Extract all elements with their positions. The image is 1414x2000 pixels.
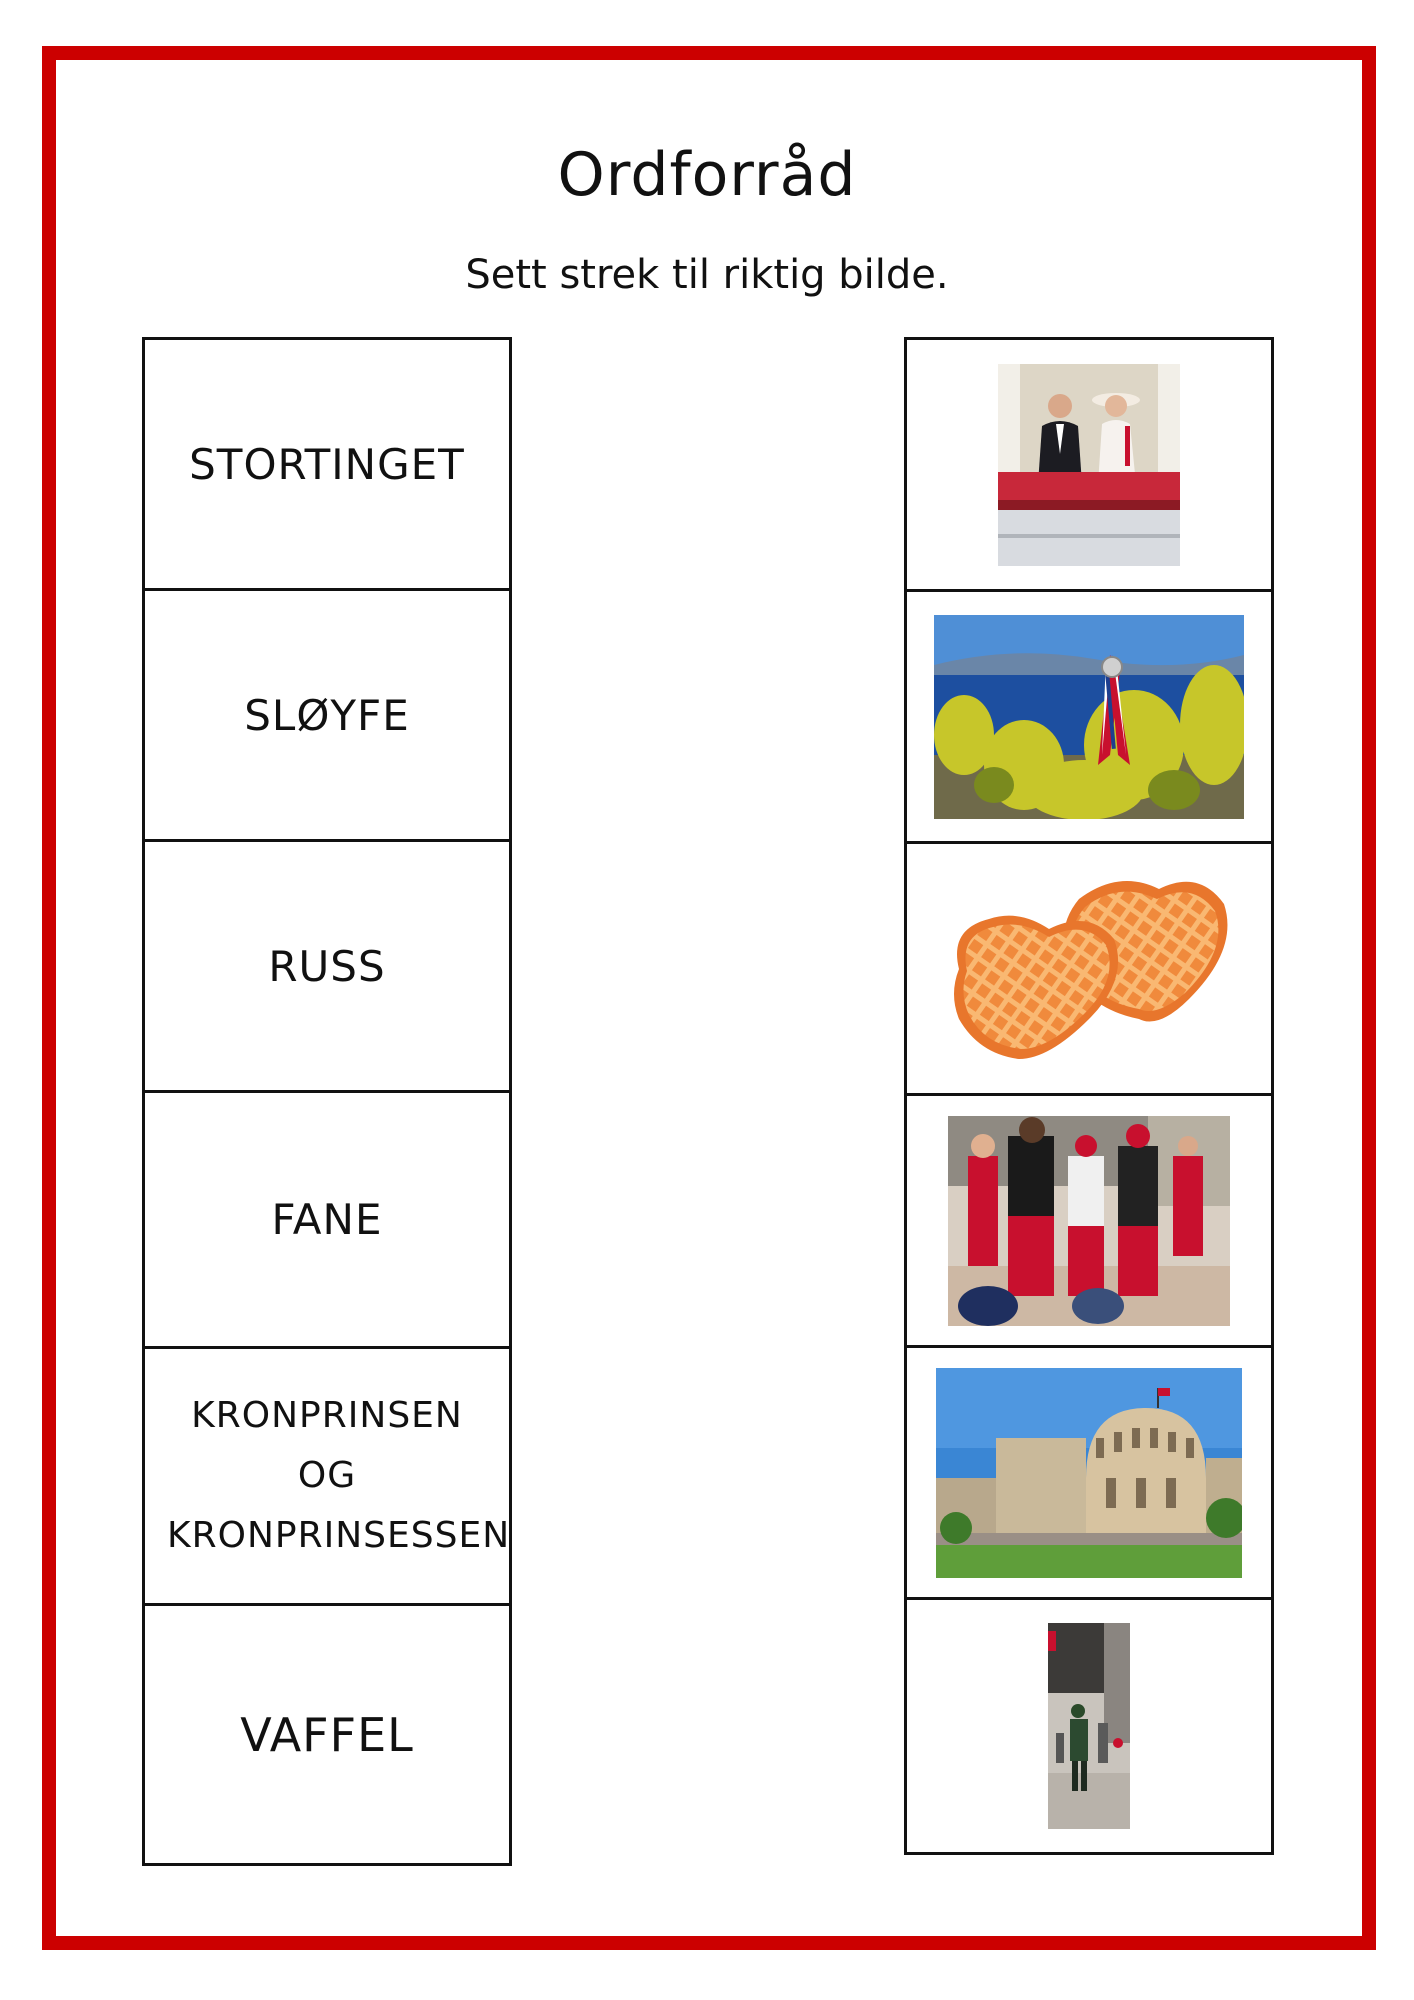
instruction-text: Sett strek til riktig bilde.: [465, 252, 949, 298]
word-box-russ[interactable]: [145, 842, 509, 1093]
word-box-fane[interactable]: [145, 1093, 509, 1349]
word-label: KRONPRINSEN OG KRONPRINSESSEN: [167, 1395, 511, 1556]
page-title: Ordforråd: [557, 140, 857, 210]
word-label: FANE: [271, 1195, 383, 1244]
word-label: RUSS: [268, 941, 386, 991]
picture-box-storting[interactable]: [907, 1348, 1271, 1600]
picture-box-ribbon[interactable]: [907, 592, 1271, 844]
royal-couple-balcony-photo: [998, 364, 1180, 566]
russ-students-photo: [948, 1116, 1230, 1326]
picture-box-flag-bearer[interactable]: [907, 1600, 1271, 1852]
picture-box-royal-couple[interactable]: [907, 340, 1271, 592]
waffle-hearts-illustration: [939, 869, 1239, 1069]
word-label: STORTINGET: [189, 439, 465, 489]
word-label: SLØYFE: [244, 690, 410, 740]
norwegian-ribbon-photo: [934, 615, 1244, 819]
picture-column: [904, 337, 1274, 1855]
word-box-kronprinsen[interactable]: [145, 1349, 509, 1606]
picture-box-russ[interactable]: [907, 1096, 1271, 1348]
word-box-vaffel[interactable]: [145, 1606, 509, 1863]
word-column: [142, 337, 512, 1866]
word-label: VAFFEL: [240, 1707, 414, 1762]
storting-building-photo: [936, 1368, 1242, 1578]
word-box-sloyfe[interactable]: [145, 591, 509, 842]
picture-box-waffle[interactable]: [907, 844, 1271, 1096]
word-box-stortinget[interactable]: [145, 340, 509, 591]
flag-bearer-parade-photo: [1048, 1623, 1130, 1829]
